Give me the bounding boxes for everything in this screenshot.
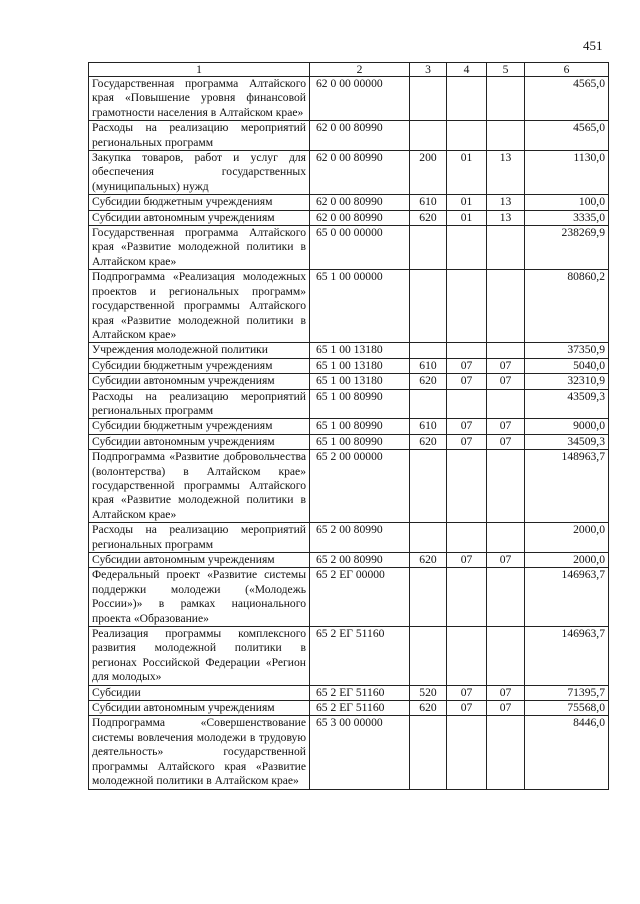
item-name-cell: Субсидии автономным учреждениям	[89, 434, 310, 449]
subsection-cell: 07	[487, 419, 525, 434]
amount-cell: 37350,9	[525, 343, 609, 358]
section-cell: 07	[447, 358, 487, 373]
section-cell	[447, 77, 487, 121]
amount-cell: 3335,0	[525, 210, 609, 225]
expense-type-cell	[410, 121, 447, 151]
item-name-cell: Субсидии бюджетным учреждениям	[89, 419, 310, 434]
target-code-cell: 65 1 00 13180	[310, 374, 410, 389]
target-code-cell: 62 0 00 80990	[310, 121, 410, 151]
section-cell	[447, 226, 487, 270]
item-name-cell: Субсидии бюджетным учреждениям	[89, 195, 310, 210]
table-row	[89, 343, 609, 358]
item-name-cell: Расходы на реализацию мероприятий региональных программ	[89, 389, 310, 419]
amount-cell: 238269,9	[525, 226, 609, 270]
expense-type-cell	[410, 343, 447, 358]
item-name-cell: Реализация программы комплексного развития молодежной политики в регионах Российской Федерации «Регион для молодых»	[89, 627, 310, 686]
subsection-cell: 13	[487, 151, 525, 195]
expense-type-cell: 520	[410, 685, 447, 700]
item-name-cell: Расходы на реализацию мероприятий региональных программ	[89, 523, 310, 553]
item-name-cell: Закупка товаров, работ и услуг для обеспечения государственных (муниципальных) нужд	[89, 151, 310, 195]
subsection-cell: 07	[487, 701, 525, 716]
table-row	[89, 374, 609, 389]
target-code-cell: 65 2 ЕГ 51160	[310, 685, 410, 700]
table-row	[89, 151, 609, 195]
column-header-5: 5	[487, 63, 525, 77]
expense-type-cell	[410, 568, 447, 627]
target-code-cell: 65 1 00 80990	[310, 434, 410, 449]
amount-cell: 4565,0	[525, 77, 609, 121]
item-name-cell: Государственная программа Алтайского края «Развитие молодежной политики в Алтайском крае»	[89, 226, 310, 270]
target-code-cell: 65 2 ЕГ 51160	[310, 627, 410, 686]
section-cell: 07	[447, 701, 487, 716]
item-name-cell: Субсидии	[89, 685, 310, 700]
item-name-cell: Учреждения молодежной политики	[89, 343, 310, 358]
page-number: 451	[583, 38, 603, 53]
item-name-cell: Расходы на реализацию мероприятий региональных программ	[89, 121, 310, 151]
table-row	[89, 701, 609, 716]
section-cell: 01	[447, 151, 487, 195]
column-header-1: 1	[89, 63, 310, 77]
column-header-2: 2	[310, 63, 410, 77]
amount-cell: 1130,0	[525, 151, 609, 195]
target-code-cell: 65 1 00 80990	[310, 419, 410, 434]
amount-cell: 5040,0	[525, 358, 609, 373]
amount-cell: 8446,0	[525, 716, 609, 789]
expense-type-cell	[410, 523, 447, 553]
amount-cell: 146963,7	[525, 627, 609, 686]
header-row	[89, 63, 609, 77]
section-cell	[447, 568, 487, 627]
target-code-cell: 65 2 ЕГ 51160	[310, 701, 410, 716]
subsection-cell: 13	[487, 195, 525, 210]
target-code-cell: 65 1 00 80990	[310, 389, 410, 419]
expense-type-cell: 620	[410, 210, 447, 225]
table-row	[89, 226, 609, 270]
amount-cell: 2000,0	[525, 523, 609, 553]
section-cell	[447, 627, 487, 686]
table-row	[89, 419, 609, 434]
amount-cell: 34509,3	[525, 434, 609, 449]
subsection-cell	[487, 523, 525, 553]
target-code-cell: 65 2 ЕГ 00000	[310, 568, 410, 627]
subsection-cell: 07	[487, 685, 525, 700]
section-cell: 07	[447, 553, 487, 568]
section-cell: 07	[447, 374, 487, 389]
item-name-cell: Субсидии автономным учреждениям	[89, 374, 310, 389]
expense-type-cell: 610	[410, 195, 447, 210]
target-code-cell: 62 0 00 80990	[310, 195, 410, 210]
table-row	[89, 553, 609, 568]
table-row	[89, 523, 609, 553]
subsection-cell	[487, 627, 525, 686]
expense-type-cell: 620	[410, 434, 447, 449]
target-code-cell: 65 1 00 00000	[310, 270, 410, 343]
item-name-cell: Подпрограмма «Реализация молодежных проектов и региональных программ» государственной программы Алтайского края «Развитие молодежной политики в Алтайском крае»	[89, 270, 310, 343]
target-code-cell: 65 1 00 13180	[310, 343, 410, 358]
amount-cell: 43509,3	[525, 389, 609, 419]
target-code-cell: 65 2 00 80990	[310, 523, 410, 553]
subsection-cell	[487, 270, 525, 343]
section-cell: 01	[447, 210, 487, 225]
amount-cell: 71395,7	[525, 685, 609, 700]
target-code-cell: 62 0 00 00000	[310, 77, 410, 121]
subsection-cell	[487, 343, 525, 358]
table-row	[89, 210, 609, 225]
item-name-cell: Субсидии автономным учреждениям	[89, 701, 310, 716]
table-row	[89, 627, 609, 686]
item-name-cell: Подпрограмма «Совершенствование системы вовлечения молодежи в трудовую деятельность» государственной программы Алтайского края «Развитие молодежной политики в Алтайском крае»	[89, 716, 310, 789]
table-row	[89, 685, 609, 700]
section-cell	[447, 450, 487, 523]
amount-cell: 75568,0	[525, 701, 609, 716]
subsection-cell: 13	[487, 210, 525, 225]
expense-type-cell	[410, 226, 447, 270]
subsection-cell	[487, 121, 525, 151]
item-name-cell: Субсидии автономным учреждениям	[89, 553, 310, 568]
expense-type-cell	[410, 627, 447, 686]
target-code-cell: 65 2 00 80990	[310, 553, 410, 568]
amount-cell: 148963,7	[525, 450, 609, 523]
table-row	[89, 121, 609, 151]
expense-type-cell: 620	[410, 553, 447, 568]
target-code-cell: 65 0 00 00000	[310, 226, 410, 270]
column-header-6: 6	[525, 63, 609, 77]
section-cell	[447, 389, 487, 419]
item-name-cell: Федеральный проект «Развитие системы поддержки молодежи («Молодежь России»)» в рамках национального проекта «Образование»	[89, 568, 310, 627]
table-row	[89, 450, 609, 523]
expense-type-cell: 620	[410, 374, 447, 389]
column-header-3: 3	[410, 63, 447, 77]
expense-type-cell: 620	[410, 701, 447, 716]
expense-type-cell	[410, 389, 447, 419]
subsection-cell	[487, 450, 525, 523]
expense-type-cell: 200	[410, 151, 447, 195]
target-code-cell: 62 0 00 80990	[310, 210, 410, 225]
expense-type-cell: 610	[410, 358, 447, 373]
item-name-cell: Государственная программа Алтайского края «Повышение уровня финансовой грамотности населения в Алтайском крае»	[89, 77, 310, 121]
amount-cell: 32310,9	[525, 374, 609, 389]
section-cell: 01	[447, 195, 487, 210]
section-cell: 07	[447, 419, 487, 434]
expense-type-cell	[410, 77, 447, 121]
target-code-cell: 62 0 00 80990	[310, 151, 410, 195]
table-row	[89, 358, 609, 373]
subsection-cell	[487, 568, 525, 627]
table-row	[89, 77, 609, 121]
item-name-cell: Субсидии автономным учреждениям	[89, 210, 310, 225]
subsection-cell	[487, 389, 525, 419]
table-row	[89, 434, 609, 449]
expense-type-cell	[410, 716, 447, 789]
section-cell: 07	[447, 434, 487, 449]
expense-type-cell	[410, 450, 447, 523]
section-cell: 07	[447, 685, 487, 700]
table-row	[89, 568, 609, 627]
item-name-cell: Субсидии бюджетным учреждениям	[89, 358, 310, 373]
target-code-cell: 65 2 00 00000	[310, 450, 410, 523]
expense-type-cell: 610	[410, 419, 447, 434]
amount-cell: 4565,0	[525, 121, 609, 151]
subsection-cell: 07	[487, 358, 525, 373]
amount-cell: 2000,0	[525, 553, 609, 568]
target-code-cell: 65 3 00 00000	[310, 716, 410, 789]
amount-cell: 146963,7	[525, 568, 609, 627]
subsection-cell	[487, 77, 525, 121]
column-header-4: 4	[447, 63, 487, 77]
expense-type-cell	[410, 270, 447, 343]
table-row	[89, 716, 609, 789]
amount-cell: 9000,0	[525, 419, 609, 434]
subsection-cell: 07	[487, 374, 525, 389]
section-cell	[447, 121, 487, 151]
section-cell	[447, 270, 487, 343]
table-row	[89, 195, 609, 210]
section-cell	[447, 716, 487, 789]
budget-table	[88, 62, 609, 790]
section-cell	[447, 343, 487, 358]
subsection-cell: 07	[487, 553, 525, 568]
amount-cell: 80860,2	[525, 270, 609, 343]
amount-cell: 100,0	[525, 195, 609, 210]
item-name-cell: Подпрограмма «Развитие добровольчества (волонтерства) в Алтайском крае» государственной программы Алтайского края «Развитие молодежной политики в Алтайском крае»	[89, 450, 310, 523]
target-code-cell: 65 1 00 13180	[310, 358, 410, 373]
subsection-cell	[487, 716, 525, 789]
subsection-cell: 07	[487, 434, 525, 449]
table-row	[89, 270, 609, 343]
section-cell	[447, 523, 487, 553]
subsection-cell	[487, 226, 525, 270]
table-row	[89, 389, 609, 419]
